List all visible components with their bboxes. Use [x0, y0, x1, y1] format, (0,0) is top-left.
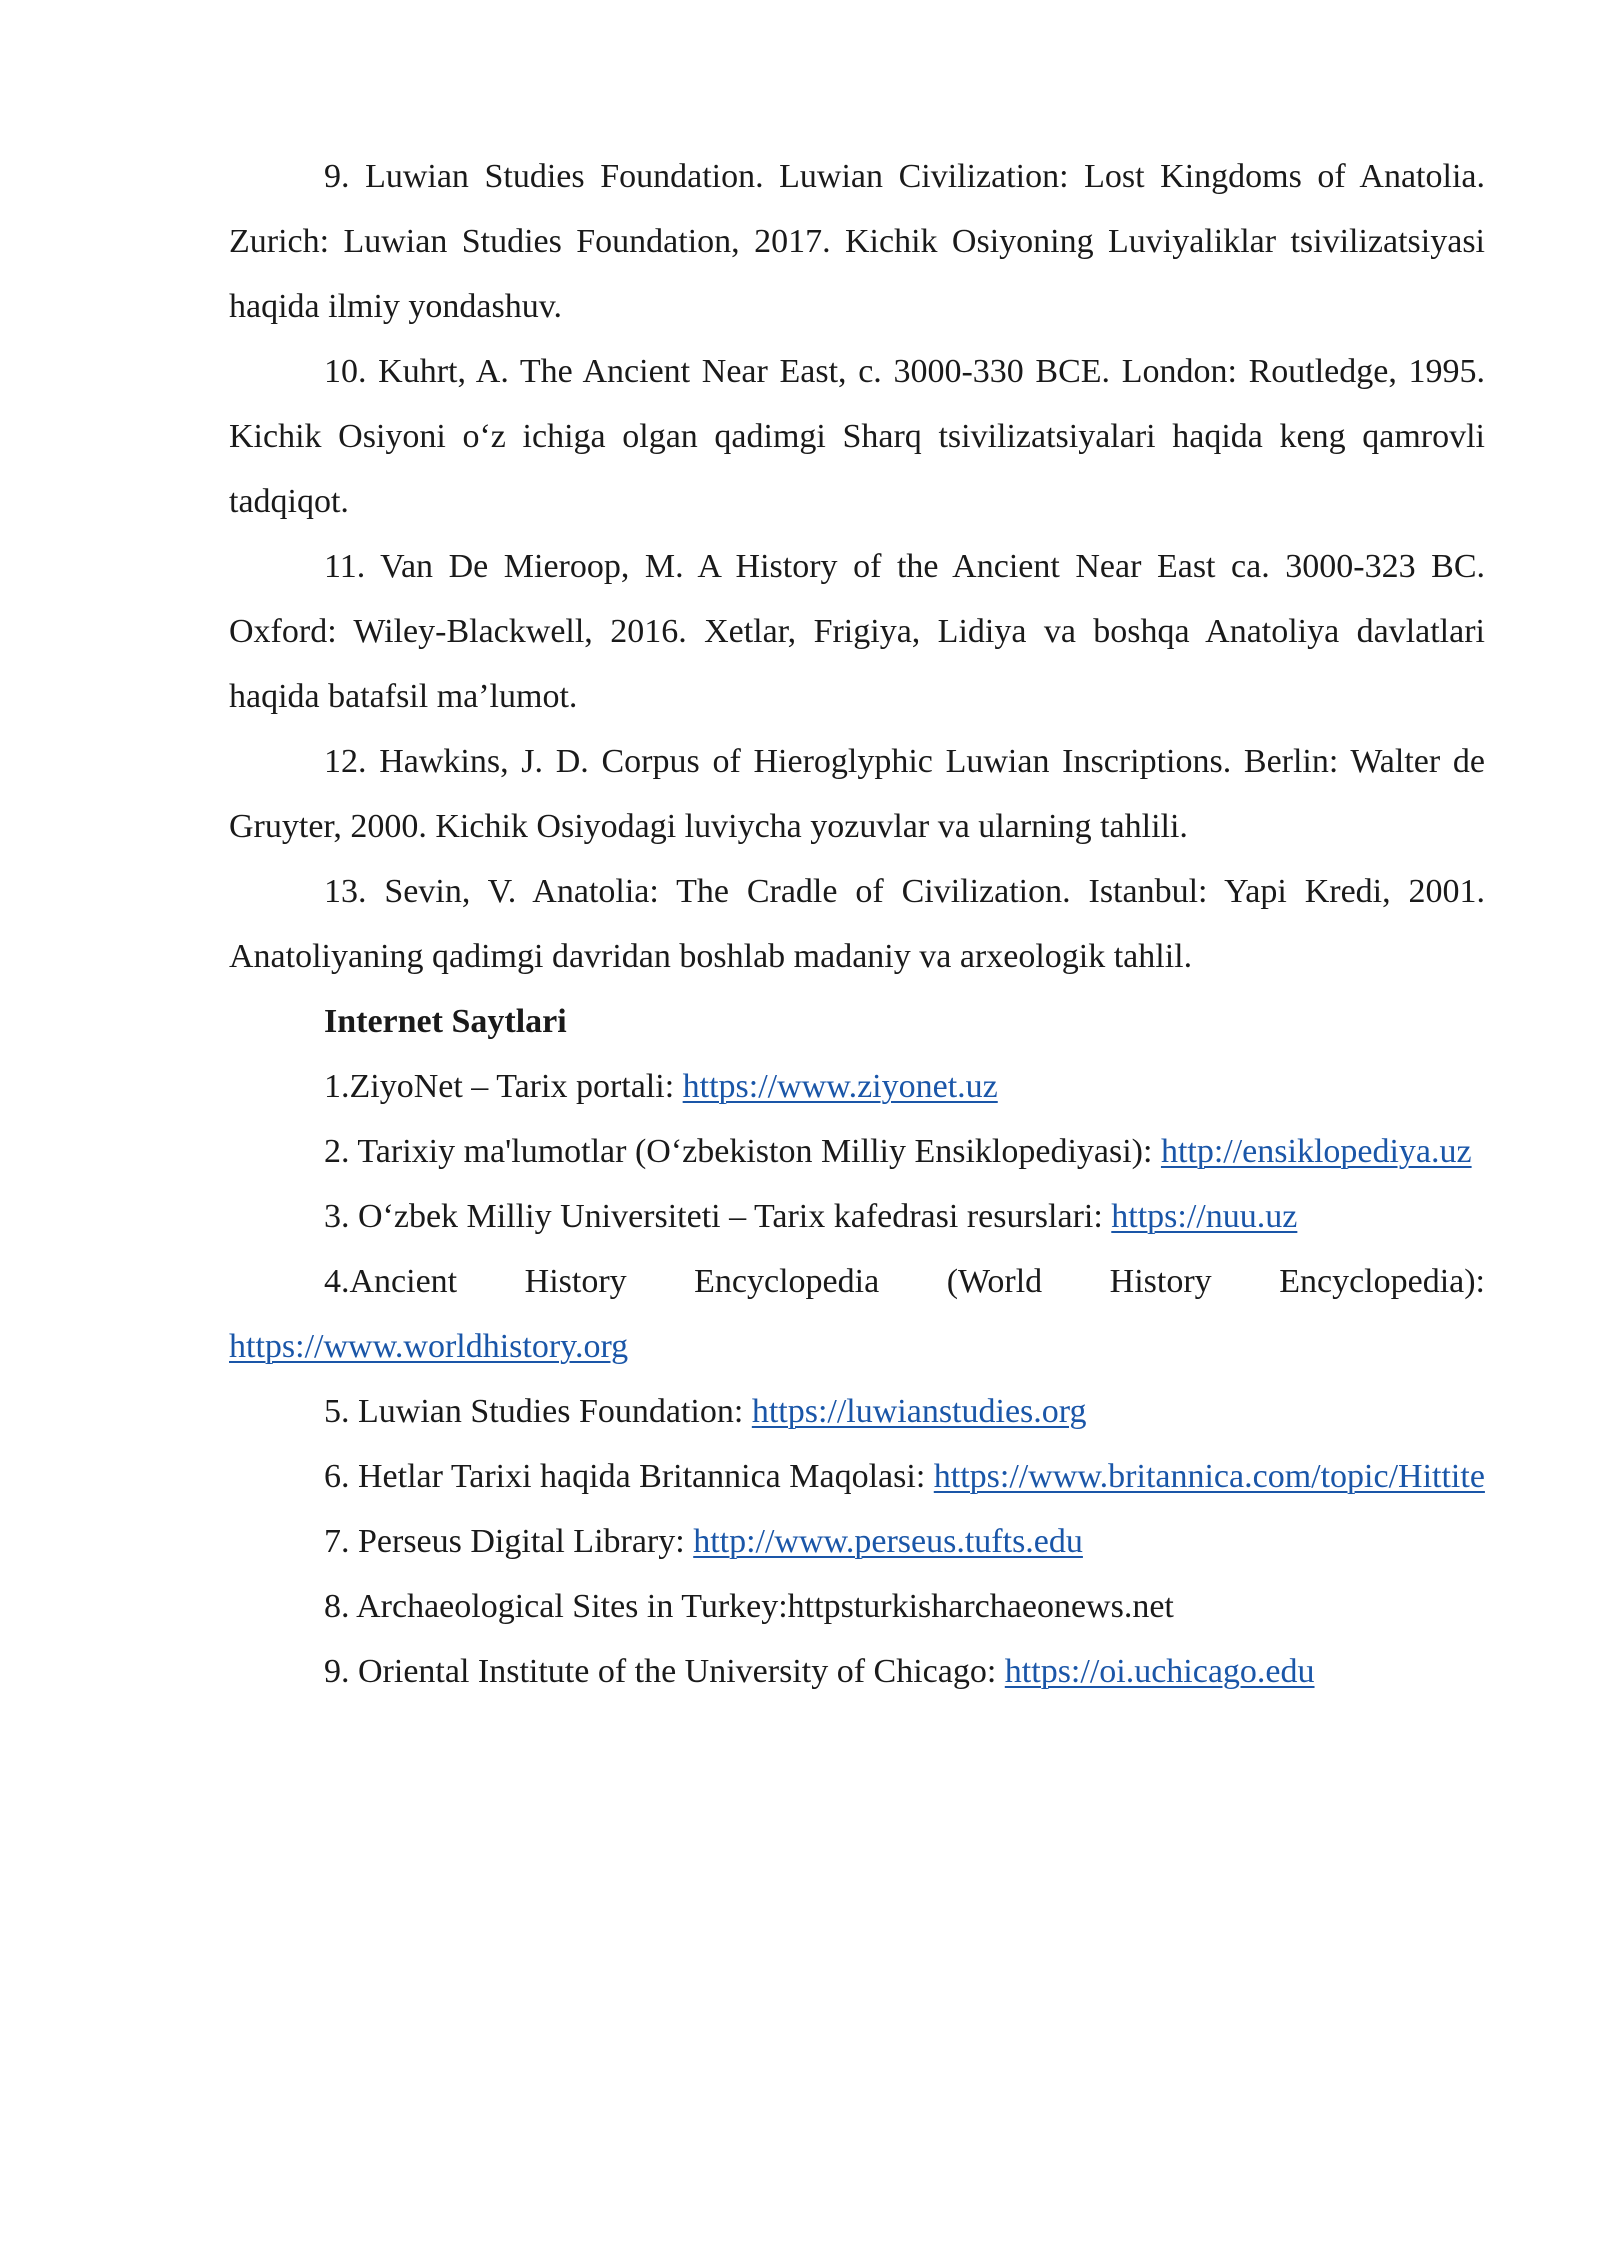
reference-9: 9. Luwian Studies Foundation. Luwian Civilization: Lost Kingdoms of Anatolia. Zurich: Luwian Studies Foundation, 2017. Kichik Osiyoning Luviyaliklar tsivilizatsiyasi haqida ilmiy yondashuv. — [229, 158, 1485, 325]
site-link-uchicago[interactable]: https://oi.uchicago.edu — [1004, 1653, 1315, 1690]
site-item-uchicago — [229, 1639, 1485, 1704]
site-link-nuu[interactable]: https://nuu.uz — [1111, 1198, 1298, 1235]
site-link-worldhistory[interactable]: https://www.worldhistory.org — [229, 1328, 629, 1365]
site-label: 3. O‘zbek Milliy Universiteti – Tarix kafedrasi resurslari: — [324, 1198, 1112, 1235]
site-item-turkey-archaeology — [229, 1574, 1485, 1639]
reference-12: 12. Hawkins, J. D. Corpus of Hieroglyphic Luwian Inscriptions. Berlin: Walter de Gruyter, 2000. Kichik Osiyodagi luviycha yozuvlar va ularning tahlili. — [229, 743, 1485, 845]
site-item-perseus — [229, 1509, 1485, 1574]
document-body — [229, 144, 1485, 1704]
site-label: 1.ZiyoNet – Tarix portali: — [324, 1068, 683, 1105]
reference-10: 10. Kuhrt, A. The Ancient Near East, c. 3000-330 BCE. London: Routledge, 1995. Kichik Osiyoni o‘z ichiga olgan qadimgi Sharq tsivilizatsiyalari haqida keng qamrovli tadqiqot. — [229, 353, 1485, 520]
site-item-nuu — [229, 1184, 1485, 1249]
site-item-ensiklopediya — [229, 1119, 1485, 1184]
site-link-luwianstudies[interactable]: https://luwianstudies.org — [751, 1393, 1087, 1430]
site-item-britannica — [229, 1444, 1485, 1509]
site-label: 4.Ancient History Encyclopedia (World History Encyclopedia): — [324, 1263, 1485, 1300]
site-item-worldhistory — [229, 1249, 1485, 1379]
site-link-britannica[interactable]: https://www.britannica.com/topic/Hittite — [933, 1458, 1485, 1495]
site-item-ziyonet — [229, 1054, 1485, 1119]
site-label: 7. Perseus Digital Library: — [324, 1523, 694, 1560]
site-label: 9. Oriental Institute of the University of Chicago: — [324, 1653, 1005, 1690]
site-link-perseus[interactable]: http://www.perseus.tufts.edu — [693, 1523, 1083, 1560]
internet-sites-heading: Internet Saytlari — [324, 1003, 567, 1040]
reference-13: 13. Sevin, V. Anatolia: The Cradle of Civilization. Istanbul: Yapi Kredi, 2001. Anatoliyaning qadimgi davridan boshlab madaniy va arxeologik tahlil. — [229, 873, 1485, 975]
site-label: 6. Hetlar Tarixi haqida Britannica Maqolasi: — [324, 1458, 934, 1495]
site-link-ziyonet[interactable]: https://www.ziyonet.uz — [682, 1068, 998, 1105]
site-label: 5. Luwian Studies Foundation: — [324, 1393, 752, 1430]
site-label: 2. Tarixiy ma'lumotlar (O‘zbekiston Milliy Ensiklopediyasi): — [324, 1133, 1161, 1170]
site-link-ensiklopediya[interactable]: http://ensiklopediya.uz — [1160, 1133, 1472, 1170]
reference-11: 11. Van De Mieroop, M. A History of the Ancient Near East ca. 3000-323 BC. Oxford: Wiley-Blackwell, 2016. Xetlar, Frigiya, Lidiya va boshqa Anatoliya davlatlari haqida batafsil ma’lumot. — [229, 548, 1485, 715]
site-label: 8. Archaeological Sites in Turkey:httpsturkisharchaeonews.net — [324, 1588, 1174, 1625]
site-item-luwianstudies — [229, 1379, 1485, 1444]
